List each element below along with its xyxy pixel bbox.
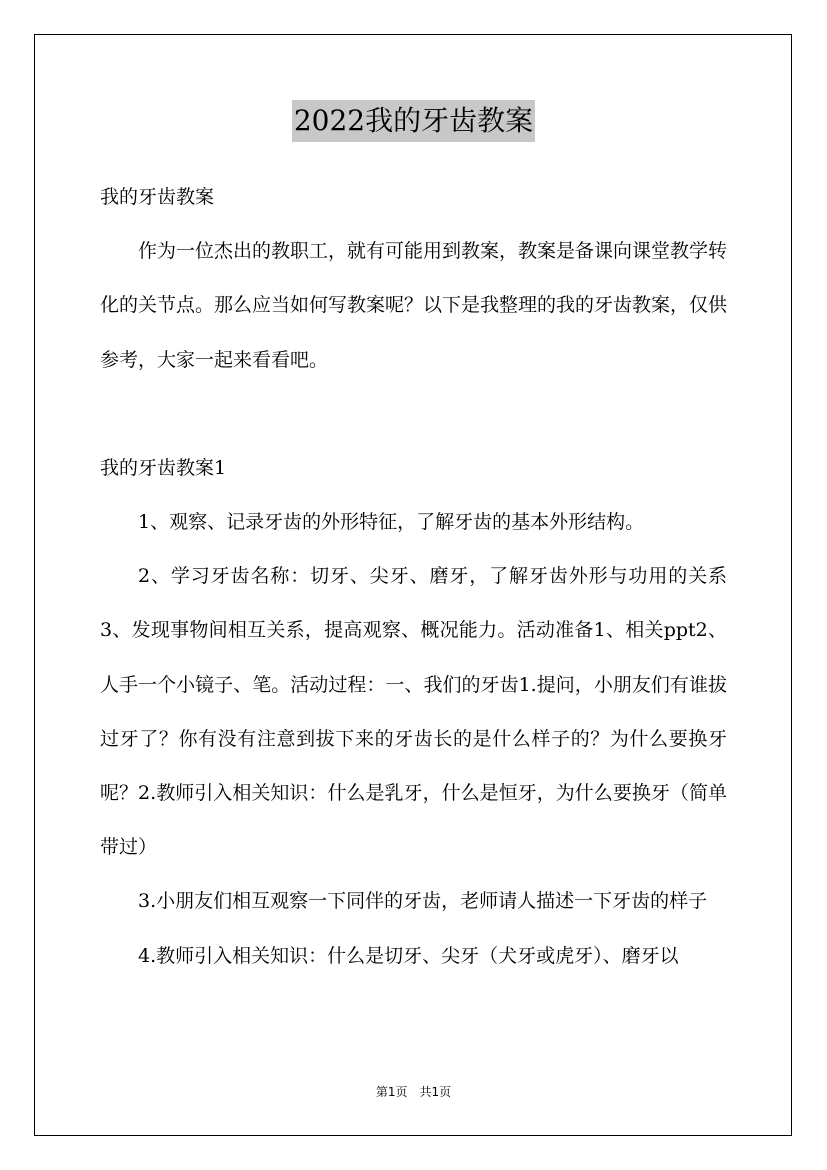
- document-title: 2022我的牙齿教案: [292, 100, 535, 142]
- blank-line: [100, 387, 727, 441]
- intro-paragraph: 作为一位杰出的教职工，就有可能用到教案，教案是备课向课堂教学转化的关节点。那么应当如何写教案呢？以下是我整理的我的牙齿教案，仅供参考，大家一起来看看吧。: [100, 240, 728, 371]
- document-body: [100, 170, 727, 983]
- body-paragraph-1: 1、观察、记录牙齿的外形特征，了解牙齿的基本外形结构。: [138, 511, 645, 534]
- section-heading: 我的牙齿教案1: [100, 456, 227, 479]
- page-footer: [0, 1083, 827, 1101]
- intro-heading: 我的牙齿教案: [100, 186, 215, 208]
- page-number: 第1页: [375, 1085, 408, 1099]
- body-paragraph-2: 2、学习牙齿名称：切牙、尖牙、磨牙，了解牙齿外形与功用的关系3、发现事物间相互关系，提高观察、概况能力。活动准备1、相关ppt2、人手一个小镜子、笔。活动过程：一、我们的牙齿1.提问，小朋友们有谁拔过牙了？你有没有注意到拔下来的牙齿长的是什么样子的？为什么要换牙呢？2.教师引入相关知识：什么是乳牙，什么是恒牙，为什么要换牙（简单带过）: [100, 565, 727, 859]
- title-container: [0, 100, 827, 142]
- page-total: 共1页: [419, 1085, 452, 1099]
- body-paragraph-3: 3.小朋友们相互观察一下同伴的牙齿，老师请人描述一下牙齿的样子: [138, 890, 708, 913]
- body-paragraph-4: 4.教师引入相关知识：什么是切牙、尖牙（犬牙或虎牙）、磨牙以: [138, 944, 679, 967]
